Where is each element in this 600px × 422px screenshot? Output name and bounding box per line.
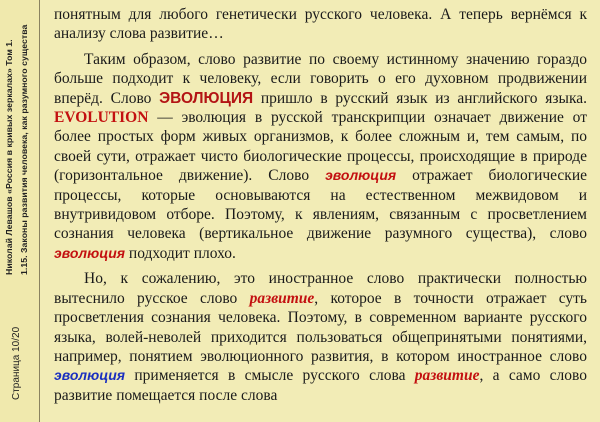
highlight-razvitie-1: развитие xyxy=(249,289,315,307)
p3-text-b: , которое в точности отражает суть просветления сознания человека. Поэтому, в современном варианте русского языка, волей-неволей приходится пользоваться общепринятыми понятиями, например, понятием эволюционного развития, в котором иностранное слово xyxy=(54,289,588,365)
highlight-evolyutsiya-caps: ЭВОЛЮЦИЯ xyxy=(159,89,254,107)
sidebar xyxy=(0,0,40,422)
p2-text-c: — эволюция в русской транскрипции означает движение от более простых форм живых организмов, к более сложным и, тем самым, по своей сути, отражает чисто биологические процессы, происходящие в природе (горизонтальное движение). Слово xyxy=(54,109,587,185)
book-title: Николай Левашов «Россия в кривых зеркалах» Том 1. xyxy=(4,39,14,275)
page-number: Страница 10/20 xyxy=(11,326,22,400)
p2-text-a: Таким образом, слово развитие по своему истинному значению гораздо больше подходит к человеку, если говорить о его духовном продвижении вперёд. Слово xyxy=(54,50,587,107)
sidebar-divider xyxy=(39,0,40,422)
paragraph-3 xyxy=(54,269,587,405)
chapter-title: 1.15. Законы развития человека, как разумного существа xyxy=(19,24,29,275)
highlight-evolyutsiya-1: эволюция xyxy=(325,167,397,184)
p3-text-d: , а само слово развитие помещается после слова xyxy=(54,367,587,404)
p2-text-e: подходит плохо. xyxy=(125,244,236,262)
highlight-evolyutsiya-2: эволюция xyxy=(54,244,126,261)
p2-text-b: пришло в русский язык из английского языка. xyxy=(253,89,587,107)
highlight-evolution-english: EVOLUTION xyxy=(54,109,149,127)
highlight-evolyutsiya-blue: эволюция xyxy=(54,367,126,384)
p3-text-c: применяется в смысле русского слова xyxy=(125,367,415,385)
paragraph-2 xyxy=(54,50,587,263)
p2-text-d: отражает биологические процессы, которые основываются на естественном межвидовом и внутривидовом отборе. Поэтому, к явлениям, связанным с просветлением сознания человека (вертикальное движение разумного существа), слово xyxy=(54,167,588,243)
paragraph-1: понятным для любого генетически русского человека. А теперь вернёмся к анализу слова развитие… xyxy=(54,6,587,43)
document-body xyxy=(54,0,587,405)
highlight-razvitie-2: развитие xyxy=(414,367,480,385)
p3-text-a: Но, к сожалению, это иностранное слово практически полностью вытеснило русское слово xyxy=(54,270,587,307)
